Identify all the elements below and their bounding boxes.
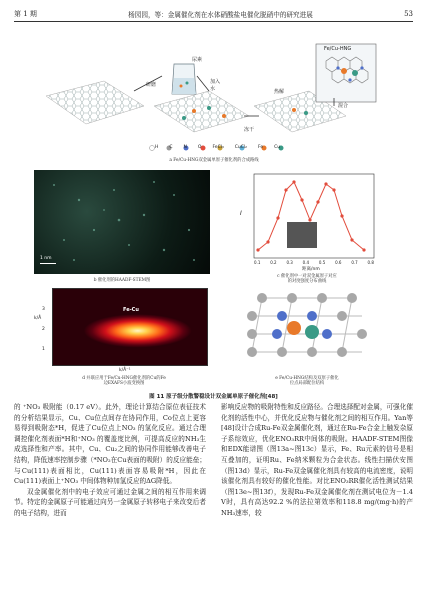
element-legend [155, 145, 280, 150]
c-xtick: 0.7 [351, 260, 358, 265]
label-product: Fe/Cu-HNG [324, 46, 352, 52]
left-column [14, 402, 206, 519]
label-pyrolysis: 热解 [274, 89, 285, 95]
panel-c-intensity [232, 170, 382, 300]
c-xlabel: 距离/nm [302, 267, 320, 272]
caption-d: d 并联应用于Fe/Cu-HNG催化剂的Cu的Fe 边EXAFS小波变换图 [82, 376, 166, 387]
issue-number: 第 1 期 [14, 9, 37, 18]
running-title: 杨园园，等：金属催化剂在水体硝酸盐电催化脱硝中的研究进展 [128, 10, 313, 19]
fe-atom [287, 321, 301, 335]
scale-label: 1 nm [40, 256, 52, 261]
panel-b-haadf [34, 170, 214, 290]
c-xtick: 0.1 [254, 260, 261, 265]
legend-fe: Fe [257, 145, 264, 150]
legend-h: H [155, 145, 159, 150]
c-xtick: 0.2 [270, 260, 277, 265]
c-xtick: 0.8 [367, 260, 374, 265]
haadf-speckle [34, 170, 210, 274]
legend-cucl2: CuCl₂ [234, 145, 247, 150]
d-ylabel: k/Å [34, 316, 42, 321]
c-xtick: 0.6 [335, 260, 342, 265]
left-paragraph-2: 双金属催化剂中的电子效应可通过金属之间的相互作用来调节。特定的金属原子可能通过向另一金属原子转移电子来改变后者的电子结构，进而 [14, 487, 206, 517]
running-header [14, 8, 413, 22]
graphene-sheet-2 [154, 91, 249, 132]
label-add-water: 加入 水 [210, 79, 221, 92]
d-peak-label: Fe-Cu [123, 307, 139, 313]
d-ytick: 1 [42, 347, 45, 352]
panel-e-structure [232, 288, 382, 398]
label-urea: 尿素 [192, 57, 203, 63]
legend-c: C [169, 145, 173, 150]
legend-n: N [183, 145, 187, 150]
c-ylabel: I [240, 210, 242, 217]
d-xlabel: k/Å⁻¹ [119, 368, 131, 373]
label-mix: 混合 [338, 103, 349, 109]
right-column [221, 402, 413, 519]
wavelet-map [52, 288, 208, 366]
label-freeze: 冻干 [244, 127, 255, 133]
caption-e: e Fe/Cu-HNG结构及双原子催化 位点局部配位结构 [275, 376, 339, 387]
legend-fecl3: FeCl₃ [212, 145, 224, 150]
panel-a-synthesis-route [34, 36, 394, 176]
panel-d-exafs [34, 286, 214, 396]
left-paragraph-1: 的 ⁺NO₃ 吸附能（0.17 eV）。此外，理论计算结合原位表征技术的分析结果显示，Cu、Cu位点间存在协同作用，Co位点上更容易得到吸附态*H，促进了Cu位点上NO₃ 的氢化反应。通过合理调控催化剂表面*H和⁺NO₃ 的覆盖度比例，可提高反应的NH₃生成选择性和产率。其中，Cu、Cu₂之间的协同作用能够改善电子结构，降低速率控制步骤（*NO₂在Cu表面的吸附）的反应能垒；与Cu(111)表面相比，Cu(111)表面容易吸附*H，因此在Cu(111)表面上⁺NO₃ 中间体物种加氢反应的ΔG降低。 [14, 403, 206, 486]
haadf-image [34, 170, 210, 274]
figure-11 [14, 36, 413, 400]
c-xtick: 0.5 [318, 260, 326, 265]
intensity-chart [232, 170, 382, 274]
beaker-icon [172, 64, 196, 94]
legend-cu: Cu [274, 145, 281, 150]
caption-a: a Fe/Cu-HNG双金属单原子催化剂的合成路线 [169, 158, 259, 163]
d-yticks [42, 300, 45, 360]
figure-caption: 图 11 原子级分散警稳设计双金属单原子催化剂[48] [149, 394, 278, 400]
scale-bar [40, 263, 56, 265]
right-paragraph-1: 影响反应物的吸附特性和反应路径。合理选择配对金属，可强化催化剂的活性中心，并优化反应物与催化剂之间的相互作用。Yan等[48]设计合成Ru-Fe双金属催化剂，通过在Ru-Fe合金上触发杂原子系综效应，优化ENO₃RR中间体的吸附。HAADF-STEM图像和EDX能谱图（图13a~图13c）显示，Fe、Ru元素的信号是相互叠加的，证明Ru、Fe纳米颗粒为合金状态。线性扫描伏安图（图13d）显示，Ru-Fe双金属催化剂具有较高的电流密度，说明该催化剂具有较好的催化性能。对比ENO₃RR催化活性测试结果（图13e~图13f），发现Ru-Fe双金属催化剂在测试电位为－1.4 V时，具有高达92.2 %的法拉第效率和118.8 mg/(mg·h)的产NH₃速率，较 [221, 403, 413, 517]
label-grind: 研磨 [146, 82, 157, 88]
inset-image [287, 222, 317, 248]
c-xtick: 0.3 [286, 260, 293, 265]
cu-atom [305, 325, 319, 339]
d-ytick: 3 [42, 307, 45, 312]
c-xtick: 0.4 [302, 260, 310, 265]
d-ytick: 2 [42, 327, 45, 332]
caption-c: c 催化剂中一对双金属原子对应 的对度强度分布曲线 [277, 274, 337, 285]
caption-b: b 催化剂的HAADF-STEM图 [93, 278, 151, 283]
page-number: 53 [404, 9, 413, 18]
c-xticks [254, 260, 374, 265]
coordination-structure [232, 288, 382, 374]
graphene-sheet-1 [46, 81, 144, 124]
legend-o: O [197, 145, 202, 150]
